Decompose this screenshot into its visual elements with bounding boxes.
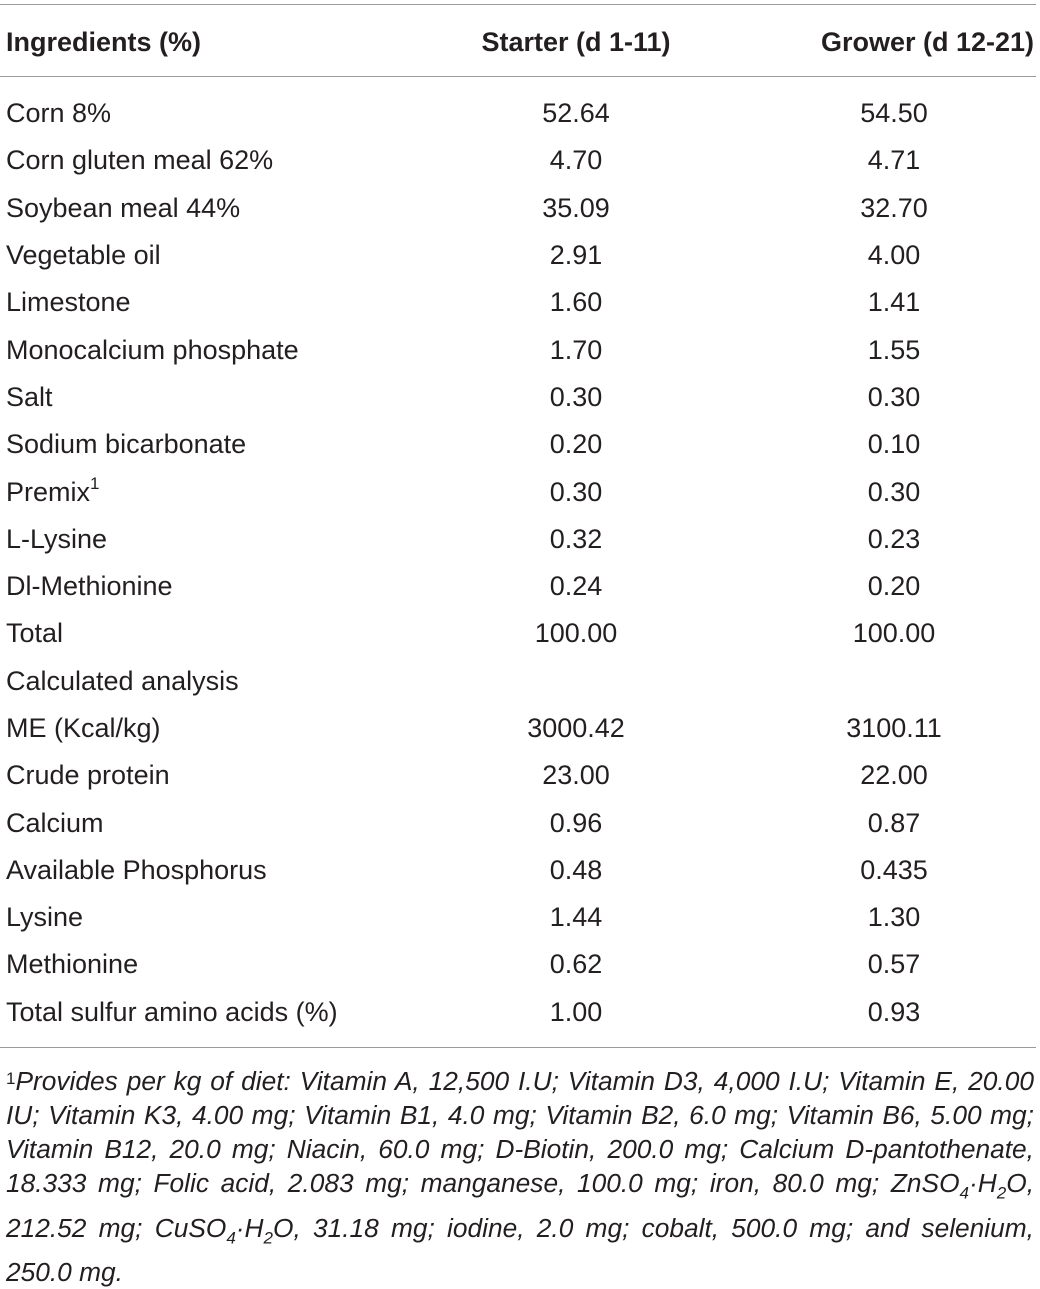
ingredient-name: Dl-Methionine [6,571,173,602]
starter-value: 23.00 [542,760,610,791]
grower-value: 4.71 [867,145,921,176]
ingredient-name: Corn gluten meal 62% [6,145,274,176]
grower-value: 100.00 [852,618,936,649]
footnote-ref: 1 [90,473,100,493]
table-row [0,941,1036,988]
table-bottom-rule [0,1047,1036,1048]
header-grower: Grower (d 12-21) [820,26,1034,57]
table-row [0,563,1036,610]
ingredient-name: Total sulfur amino acids (%) [6,996,338,1027]
table-row [0,90,1036,137]
table-row [0,185,1036,232]
starter-value: 1.44 [549,902,603,933]
table-row [0,610,1036,657]
starter-value: 35.09 [542,192,610,223]
starter-value: 0.62 [549,949,603,980]
grower-value: 0.93 [867,996,921,1027]
ingredient-name: Crude protein [6,760,170,791]
starter-value: 100.00 [534,618,618,649]
ingredient-name: Soybean meal 44% [6,192,241,223]
grower-value: 0.87 [867,807,921,838]
grower-value: 0.10 [867,429,921,460]
table-body [0,90,1036,1036]
ingredient-name: ME (Kcal/kg) [6,713,161,743]
starter-value: 1.00 [549,996,603,1027]
ingredient-name: Total [6,618,64,649]
header-ingredients: Ingredients (%) [6,26,202,57]
header-starter: Starter (d 1-11) [481,26,671,57]
grower-value: 0.23 [867,523,921,554]
ingredient-name: Calcium [6,807,104,838]
grower-value: 32.70 [860,192,928,223]
starter-value: 2.91 [549,240,603,271]
table-row [0,989,1036,1036]
starter-value: 0.48 [549,854,603,885]
grower-value: 0.57 [867,949,921,980]
starter-value: 0.96 [549,807,603,838]
table-row [0,468,1036,515]
starter-value: 1.70 [549,334,603,365]
grower-value: 0.30 [867,381,921,412]
ingredient-name: Available Phosphorus [6,854,267,885]
ingredients-table [0,18,1036,1036]
grower-value: 4.00 [867,240,921,271]
table-row [0,137,1036,184]
starter-value: 0.20 [549,429,603,460]
grower-value: 54.50 [860,98,928,129]
grower-value [752,658,1036,705]
ingredient-name: Sodium bicarbonate [6,429,247,460]
table-row [0,847,1036,894]
ingredient-name: Salt [6,381,53,412]
grower-value: 0.30 [867,476,921,507]
table-header-row [0,18,1036,66]
grower-value: 0.20 [867,571,921,602]
grower-value: 0.435 [860,854,928,885]
table-row [0,658,1036,705]
starter-value: 3000.42 [527,713,625,743]
starter-value [400,658,752,705]
table-footnote [6,1064,1034,1289]
table-row [0,374,1036,421]
starter-value: 52.64 [542,98,610,129]
table-row [0,279,1036,326]
ingredient-name: Monocalcium phosphate [6,334,299,365]
table-row [0,516,1036,563]
starter-value: 0.30 [549,381,603,412]
table-row [0,326,1036,373]
starter-value: 0.24 [549,571,603,602]
table-row [0,894,1036,941]
ingredient-name: Calculated analysis [6,665,239,696]
ingredient-name: Vegetable oil [6,240,161,271]
table-row [0,421,1036,468]
table-top-rule [0,4,1036,5]
starter-value: 1.60 [549,287,603,318]
ingredient-name: Limestone [6,287,131,318]
grower-value: 1.30 [867,902,921,933]
footnote-text-part1: Provides per kg of diet: Vitamin A, 12,500 I.U; Vitamin D3, 4,000 I.U; Vitamin E, 20.00 IU; Vitamin K3, 4.00 mg; Vitamin B1, 4.0 mg; Vitamin B2, 6.0 mg; Vitamin B6, 5.00 mg; Vitamin B12, 20.0 mg; Niacin, 60.0 mg; D-Biotin, 200.0 mg; Calcium D-pantothenate, 18.333 mg; Folic acid, 2.083 mg; manganese, 100.0 mg; iron, 80.0 mg; [6,1066,1034,1199]
copper-formula: $CuSO_4\cdot H_2O$, 31.18 mg; iodine, 2.0 mg; cobalt, 500.0 mg; and selenium, 250.0 mg. [6,1212,1034,1287]
grower-value: 22.00 [860,760,928,791]
starter-value: 0.30 [549,476,603,507]
table-row [0,752,1036,799]
starter-value: 0.32 [549,523,603,554]
ingredient-name: Corn 8% [6,98,112,129]
table-row [0,232,1036,279]
table-row [0,799,1036,846]
ingredient-name: Premix$^1$ [6,473,100,507]
zinc-formula: $ZnSO_4\cdot H_2O$, 212.52 mg; [6,1168,1034,1243]
starter-value: 4.70 [549,145,603,176]
ingredient-name: Methionine [6,949,139,980]
grower-value: 1.55 [867,334,921,365]
footnote-marker: 1 [6,1069,16,1088]
ingredient-name: Lysine [6,902,84,933]
table-row [0,705,1036,752]
ingredient-name: L-Lysine [6,523,108,554]
grower-value: 3100.11 [846,713,942,743]
grower-value: 1.41 [867,287,921,318]
